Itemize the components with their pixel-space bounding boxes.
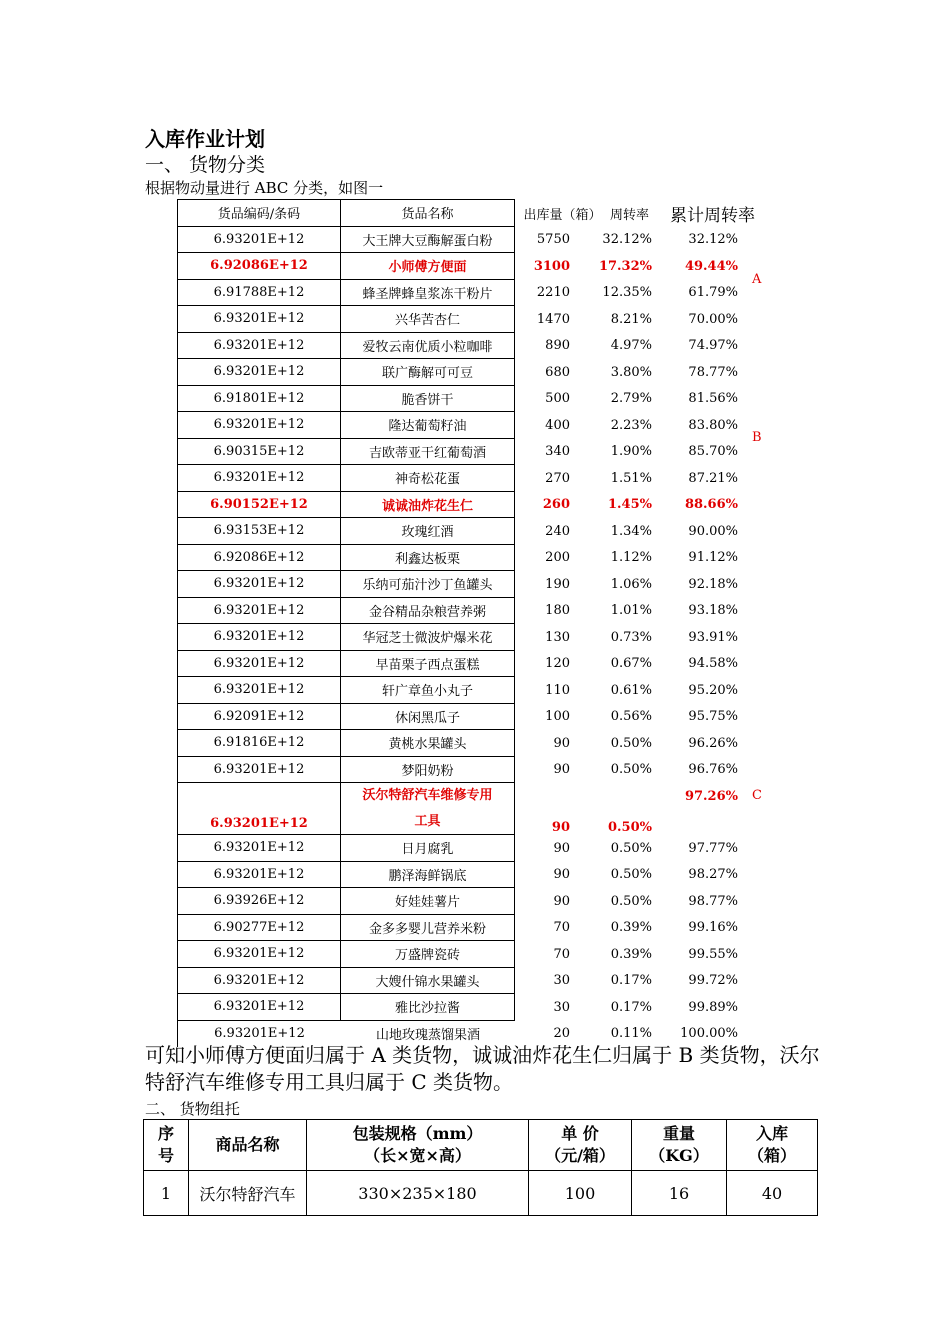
- cell-code: 6.93201E+12: [178, 624, 341, 651]
- cell-qty: 400: [545, 417, 570, 433]
- cell-rate: 0.39%: [610, 946, 652, 962]
- cell-name: 黄桃水果罐头: [341, 730, 515, 757]
- cell-rate: 2.79%: [610, 391, 652, 407]
- pallet-header-name: 商品名称: [189, 1120, 307, 1171]
- cell-code: 6.93201E+12: [178, 941, 341, 968]
- pallet-header-weight: 重量 （KG）: [632, 1120, 727, 1171]
- abc-row: [178, 968, 738, 995]
- cell-qty: 70: [553, 946, 570, 962]
- cell-name: 玫瑰红酒: [341, 518, 515, 545]
- abc-row: [178, 783, 738, 835]
- cell-cum: 97.77%: [688, 840, 738, 856]
- abc-row: [178, 994, 738, 1021]
- cell-rate: 0.50%: [610, 840, 652, 856]
- cell-code: 6.93201E+12: [178, 598, 341, 625]
- pallet-cell-name: 沃尔特舒汽车: [189, 1171, 307, 1216]
- cell-code: 6.90152E+12: [178, 492, 341, 519]
- cell-qty: 340: [545, 444, 570, 460]
- abc-row: [178, 651, 738, 678]
- cell-cum: 92.18%: [688, 576, 738, 592]
- cell-name: 早苗栗子西点蛋糕: [341, 651, 515, 678]
- cell-rate: 4.97%: [610, 338, 652, 354]
- cell-qty: 190: [545, 576, 570, 592]
- cell-cum: 88.66%: [684, 497, 738, 513]
- cell-cum: 98.27%: [688, 867, 738, 883]
- cell-qty: 70: [553, 920, 570, 936]
- abc-header-row: [178, 200, 755, 227]
- cell-qty: 1470: [536, 311, 570, 327]
- cell-qty: 2210: [536, 285, 570, 301]
- cell-qty: 120: [545, 656, 570, 672]
- cell-code: 6.93201E+12: [178, 835, 341, 862]
- cell-name: 兴华苦杏仁: [341, 306, 515, 333]
- cell-cum: 99.72%: [688, 973, 738, 989]
- abc-row: [178, 280, 738, 307]
- cell-rate: 1.90%: [610, 444, 652, 460]
- cell-code: 6.93201E+12: [178, 333, 341, 360]
- cell-name: 休闲黑瓜子: [341, 704, 515, 731]
- cell-cum: 99.89%: [688, 999, 738, 1015]
- cell-rate: 0.11%: [610, 1026, 652, 1042]
- cell-name: 大嫂什锦水果罐头: [341, 968, 515, 995]
- cell-name-line: 工具: [414, 813, 441, 829]
- cell-name: 诚诚油炸花生仁: [341, 492, 515, 519]
- header-qty: 出库量（箱）: [523, 207, 602, 223]
- cell-name: [341, 783, 515, 835]
- abc-row: [178, 227, 738, 254]
- cell-name: 轩广章鱼小丸子: [341, 677, 515, 704]
- page-title: 入库作业计划: [145, 127, 265, 151]
- cell-code: 6.93201E+12: [178, 677, 341, 704]
- cell-qty: 240: [545, 523, 570, 539]
- cell-code: 6.93926E+12: [178, 888, 341, 915]
- cell-cum: 49.44%: [684, 258, 738, 274]
- cell-cum: 94.58%: [688, 656, 738, 672]
- cell-rate: 1.45%: [607, 497, 652, 513]
- cell-cum: 87.21%: [688, 470, 738, 486]
- cell-qty: 30: [553, 973, 570, 989]
- cell-qty: 130: [545, 629, 570, 645]
- pallet-cell-qty: 40: [727, 1171, 818, 1216]
- cell-cum: 32.12%: [688, 232, 738, 248]
- cell-qty: 90: [553, 762, 570, 778]
- cell-name: 金多多婴儿营养米粉: [341, 915, 515, 942]
- cell-qty: 110: [545, 682, 570, 698]
- cell-code: 6.93201E+12: [178, 994, 341, 1021]
- abc-row: [178, 730, 738, 757]
- cell-cum: 96.26%: [688, 735, 738, 751]
- abc-row: [178, 677, 738, 704]
- abc-row: [178, 545, 738, 572]
- cell-code: 6.91801E+12: [178, 386, 341, 413]
- abc-row: [178, 941, 738, 968]
- pallet-header-price: 单 价 （元/箱）: [529, 1120, 632, 1171]
- cell-name: 万盛牌瓷砖: [341, 941, 515, 968]
- pallet-cell-price: 100: [529, 1171, 632, 1216]
- cell-name: 金谷精品杂粮营养粥: [341, 598, 515, 625]
- pallet-header-no: 序 号: [144, 1120, 189, 1171]
- cell-rate: 0.39%: [610, 920, 652, 936]
- cell-rate: 1.01%: [610, 603, 652, 619]
- pallet-header-qty: 入库 （箱）: [727, 1120, 818, 1171]
- abc-row: [178, 888, 738, 915]
- cell-code: 6.91816E+12: [178, 730, 341, 757]
- abc-row: [178, 439, 738, 466]
- cell-cum: 93.91%: [688, 629, 738, 645]
- cell-name: 吉欧蒂亚干红葡萄酒: [341, 439, 515, 466]
- cell-name: 脆香饼干: [341, 386, 515, 413]
- abc-row: [178, 757, 738, 784]
- cell-cum: 70.00%: [688, 311, 738, 327]
- cell-cum: 83.80%: [688, 417, 738, 433]
- cell-qty: 90: [553, 893, 570, 909]
- cell-code: 6.92091E+12: [178, 704, 341, 731]
- cell-qty: 890: [545, 338, 570, 354]
- abc-row: [178, 412, 738, 439]
- cell-rate: 0.50%: [607, 820, 652, 835]
- abc-table: [177, 199, 755, 1047]
- cell-code: 6.93201E+12: [178, 465, 341, 492]
- cell-rate: 0.17%: [610, 973, 652, 989]
- cell-qty: 90: [553, 840, 570, 856]
- cell-qty: 30: [553, 999, 570, 1015]
- header-name: 货品名称: [341, 200, 515, 227]
- cell-rate: 0.50%: [610, 893, 652, 909]
- cell-qty: 100: [545, 709, 570, 725]
- cell-cum: 99.16%: [688, 920, 738, 936]
- cell-code: 6.93201E+12: [178, 412, 341, 439]
- cell-name: 大王牌大豆酶解蛋白粉: [341, 227, 515, 254]
- abc-row: [178, 253, 738, 280]
- cell-cum: 95.20%: [688, 682, 738, 698]
- cell-rate: 8.21%: [610, 311, 652, 327]
- cell-rate: 12.35%: [602, 285, 652, 301]
- abc-row: [178, 359, 738, 386]
- cell-code: 6.93201E+12: [178, 757, 341, 784]
- cell-name: 隆达葡萄籽油: [341, 412, 515, 439]
- cell-rate: 17.32%: [598, 258, 652, 274]
- cell-code: 6.93201E+12: [178, 359, 341, 386]
- cell-cum: 74.97%: [688, 338, 738, 354]
- cell-name: 神奇松花蛋: [341, 465, 515, 492]
- cell-qty: 680: [545, 364, 570, 380]
- abc-row: [178, 465, 738, 492]
- cell-rate: 0.67%: [610, 656, 652, 672]
- cell-name: 小师傅方便面: [341, 253, 515, 280]
- pallet-cell-weight: 16: [632, 1171, 727, 1216]
- abc-row: [178, 598, 738, 625]
- cell-cum: 90.00%: [688, 523, 738, 539]
- abc-row: [178, 915, 738, 942]
- cell-cum: 91.12%: [688, 550, 738, 566]
- abc-row: [178, 571, 738, 598]
- cell-code: 6.90277E+12: [178, 915, 341, 942]
- cell-code: 6.90315E+12: [178, 439, 341, 466]
- cell-rate: 0.73%: [610, 629, 652, 645]
- cell-qty: 5750: [536, 232, 570, 248]
- cell-cum: 100.00%: [680, 1026, 738, 1042]
- cell-rate: 0.50%: [610, 735, 652, 751]
- section-heading-2: 二、 货物组托: [145, 1100, 240, 1118]
- intro-text: 根据物动量进行 ABC 分类，如图一: [145, 179, 384, 197]
- cell-qty: 90: [553, 735, 570, 751]
- cell-name: 日月腐乳: [341, 835, 515, 862]
- cell-cum: 61.79%: [688, 285, 738, 301]
- cell-code: 6.93201E+12: [214, 1026, 305, 1042]
- cell-name: 爱牧云南优质小粒咖啡: [341, 333, 515, 360]
- cell-code: 6.93201E+12: [178, 862, 341, 889]
- cell-name: 好娃娃薯片: [341, 888, 515, 915]
- abc-row: [178, 835, 738, 862]
- class-label-c: C: [752, 788, 762, 803]
- header-cum: 累计周转率: [670, 205, 755, 226]
- cell-qty: 260: [542, 497, 570, 513]
- cell-name: 联广酶解可可豆: [341, 359, 515, 386]
- pallet-cell-spec: 330×235×180: [307, 1171, 529, 1216]
- cell-cum: 97.26%: [684, 789, 738, 804]
- cell-code: 6.93201E+12: [178, 306, 341, 333]
- class-label-a: A: [752, 272, 762, 287]
- pallet-header-spec: 包装规格（mm） （长×宽×高）: [307, 1120, 529, 1171]
- cell-cum: 99.55%: [688, 946, 738, 962]
- abc-row: [178, 333, 738, 360]
- abc-row: [178, 306, 738, 333]
- section-heading-1: 一、 货物分类: [145, 154, 266, 176]
- cell-code: 6.92086E+12: [178, 253, 341, 280]
- cell-cum: 96.76%: [688, 762, 738, 778]
- cell-code: 6.93153E+12: [178, 518, 341, 545]
- cell-qty: 180: [545, 603, 570, 619]
- pallet-header-row: [144, 1120, 818, 1171]
- cell-name: 雅比沙拉酱: [341, 994, 515, 1021]
- cell-cum: 78.77%: [688, 364, 738, 380]
- cell-qty: 90: [553, 867, 570, 883]
- cell-rate: 1.51%: [610, 470, 652, 486]
- cell-rate: 0.56%: [610, 709, 652, 725]
- class-label-b: B: [752, 430, 762, 445]
- header-rate: 周转率: [610, 207, 650, 223]
- cell-rate: 1.06%: [610, 576, 652, 592]
- cell-cum: 95.75%: [688, 709, 738, 725]
- abc-row: [178, 704, 738, 731]
- header-code: 货品编码/条码: [178, 200, 341, 227]
- cell-cum: 81.56%: [688, 391, 738, 407]
- cell-rate: 3.80%: [610, 364, 652, 380]
- cell-qty: 90: [551, 820, 570, 835]
- cell-name: 蜂圣牌蜂皇浆冻干粉片: [341, 280, 515, 307]
- cell-qty: 200: [545, 550, 570, 566]
- cell-name: 山地玫瑰蒸馏果酒: [375, 1028, 480, 1044]
- pallet-table: [143, 1119, 818, 1216]
- cell-rate: 32.12%: [602, 232, 652, 248]
- cell-rate: 1.12%: [610, 550, 652, 566]
- cell-code: 6.91788E+12: [178, 280, 341, 307]
- cell-rate: 0.50%: [610, 762, 652, 778]
- abc-row: [178, 624, 738, 651]
- cell-code: 6.93201E+12: [178, 227, 341, 254]
- cell-qty: 500: [545, 391, 570, 407]
- cell-name: 华冠芝士微波炉爆米花: [341, 624, 515, 651]
- cell-rate: 0.50%: [610, 867, 652, 883]
- abc-body: [178, 227, 738, 1048]
- cell-name: 利鑫达板栗: [341, 545, 515, 572]
- cell-name-line: 沃尔特舒汽车维修专用: [362, 787, 493, 803]
- cell-qty: 270: [545, 470, 570, 486]
- abc-row: [178, 386, 738, 413]
- cell-rate: 0.17%: [610, 999, 652, 1015]
- cell-code: 6.93201E+12: [178, 651, 341, 678]
- pallet-row: [144, 1171, 818, 1216]
- abc-row: [178, 518, 738, 545]
- cell-name: 鹏泽海鲜锅底: [341, 862, 515, 889]
- pallet-cell-no: 1: [144, 1171, 189, 1216]
- cell-code: 6.93201E+12: [178, 571, 341, 598]
- cell-cum: 85.70%: [688, 444, 738, 460]
- cell-code: 6.92086E+12: [178, 545, 341, 572]
- cell-code: 6.93201E+12: [178, 968, 341, 995]
- cell-code: 6.93201E+12: [178, 783, 341, 835]
- cell-qty: 3100: [533, 258, 570, 274]
- cell-name: 乐纳可茄汁沙丁鱼罐头: [341, 571, 515, 598]
- cell-name: 梦阳奶粉: [341, 757, 515, 784]
- cell-rate: 2.23%: [610, 417, 652, 433]
- cell-rate: 0.61%: [610, 682, 652, 698]
- cell-qty: 20: [553, 1026, 570, 1042]
- abc-row: [178, 862, 738, 889]
- cell-rate: 1.34%: [610, 523, 652, 539]
- cell-cum: 93.18%: [688, 603, 738, 619]
- cell-cum: 98.77%: [688, 893, 738, 909]
- abc-row: [178, 492, 738, 519]
- conclusion-paragraph: 可知小师傅方便面归属于 A 类货物，诚诚油炸花生仁归属于 B 类货物，沃尔特舒汽车维修专用工具归属于 C 类货物。: [145, 1043, 820, 1094]
